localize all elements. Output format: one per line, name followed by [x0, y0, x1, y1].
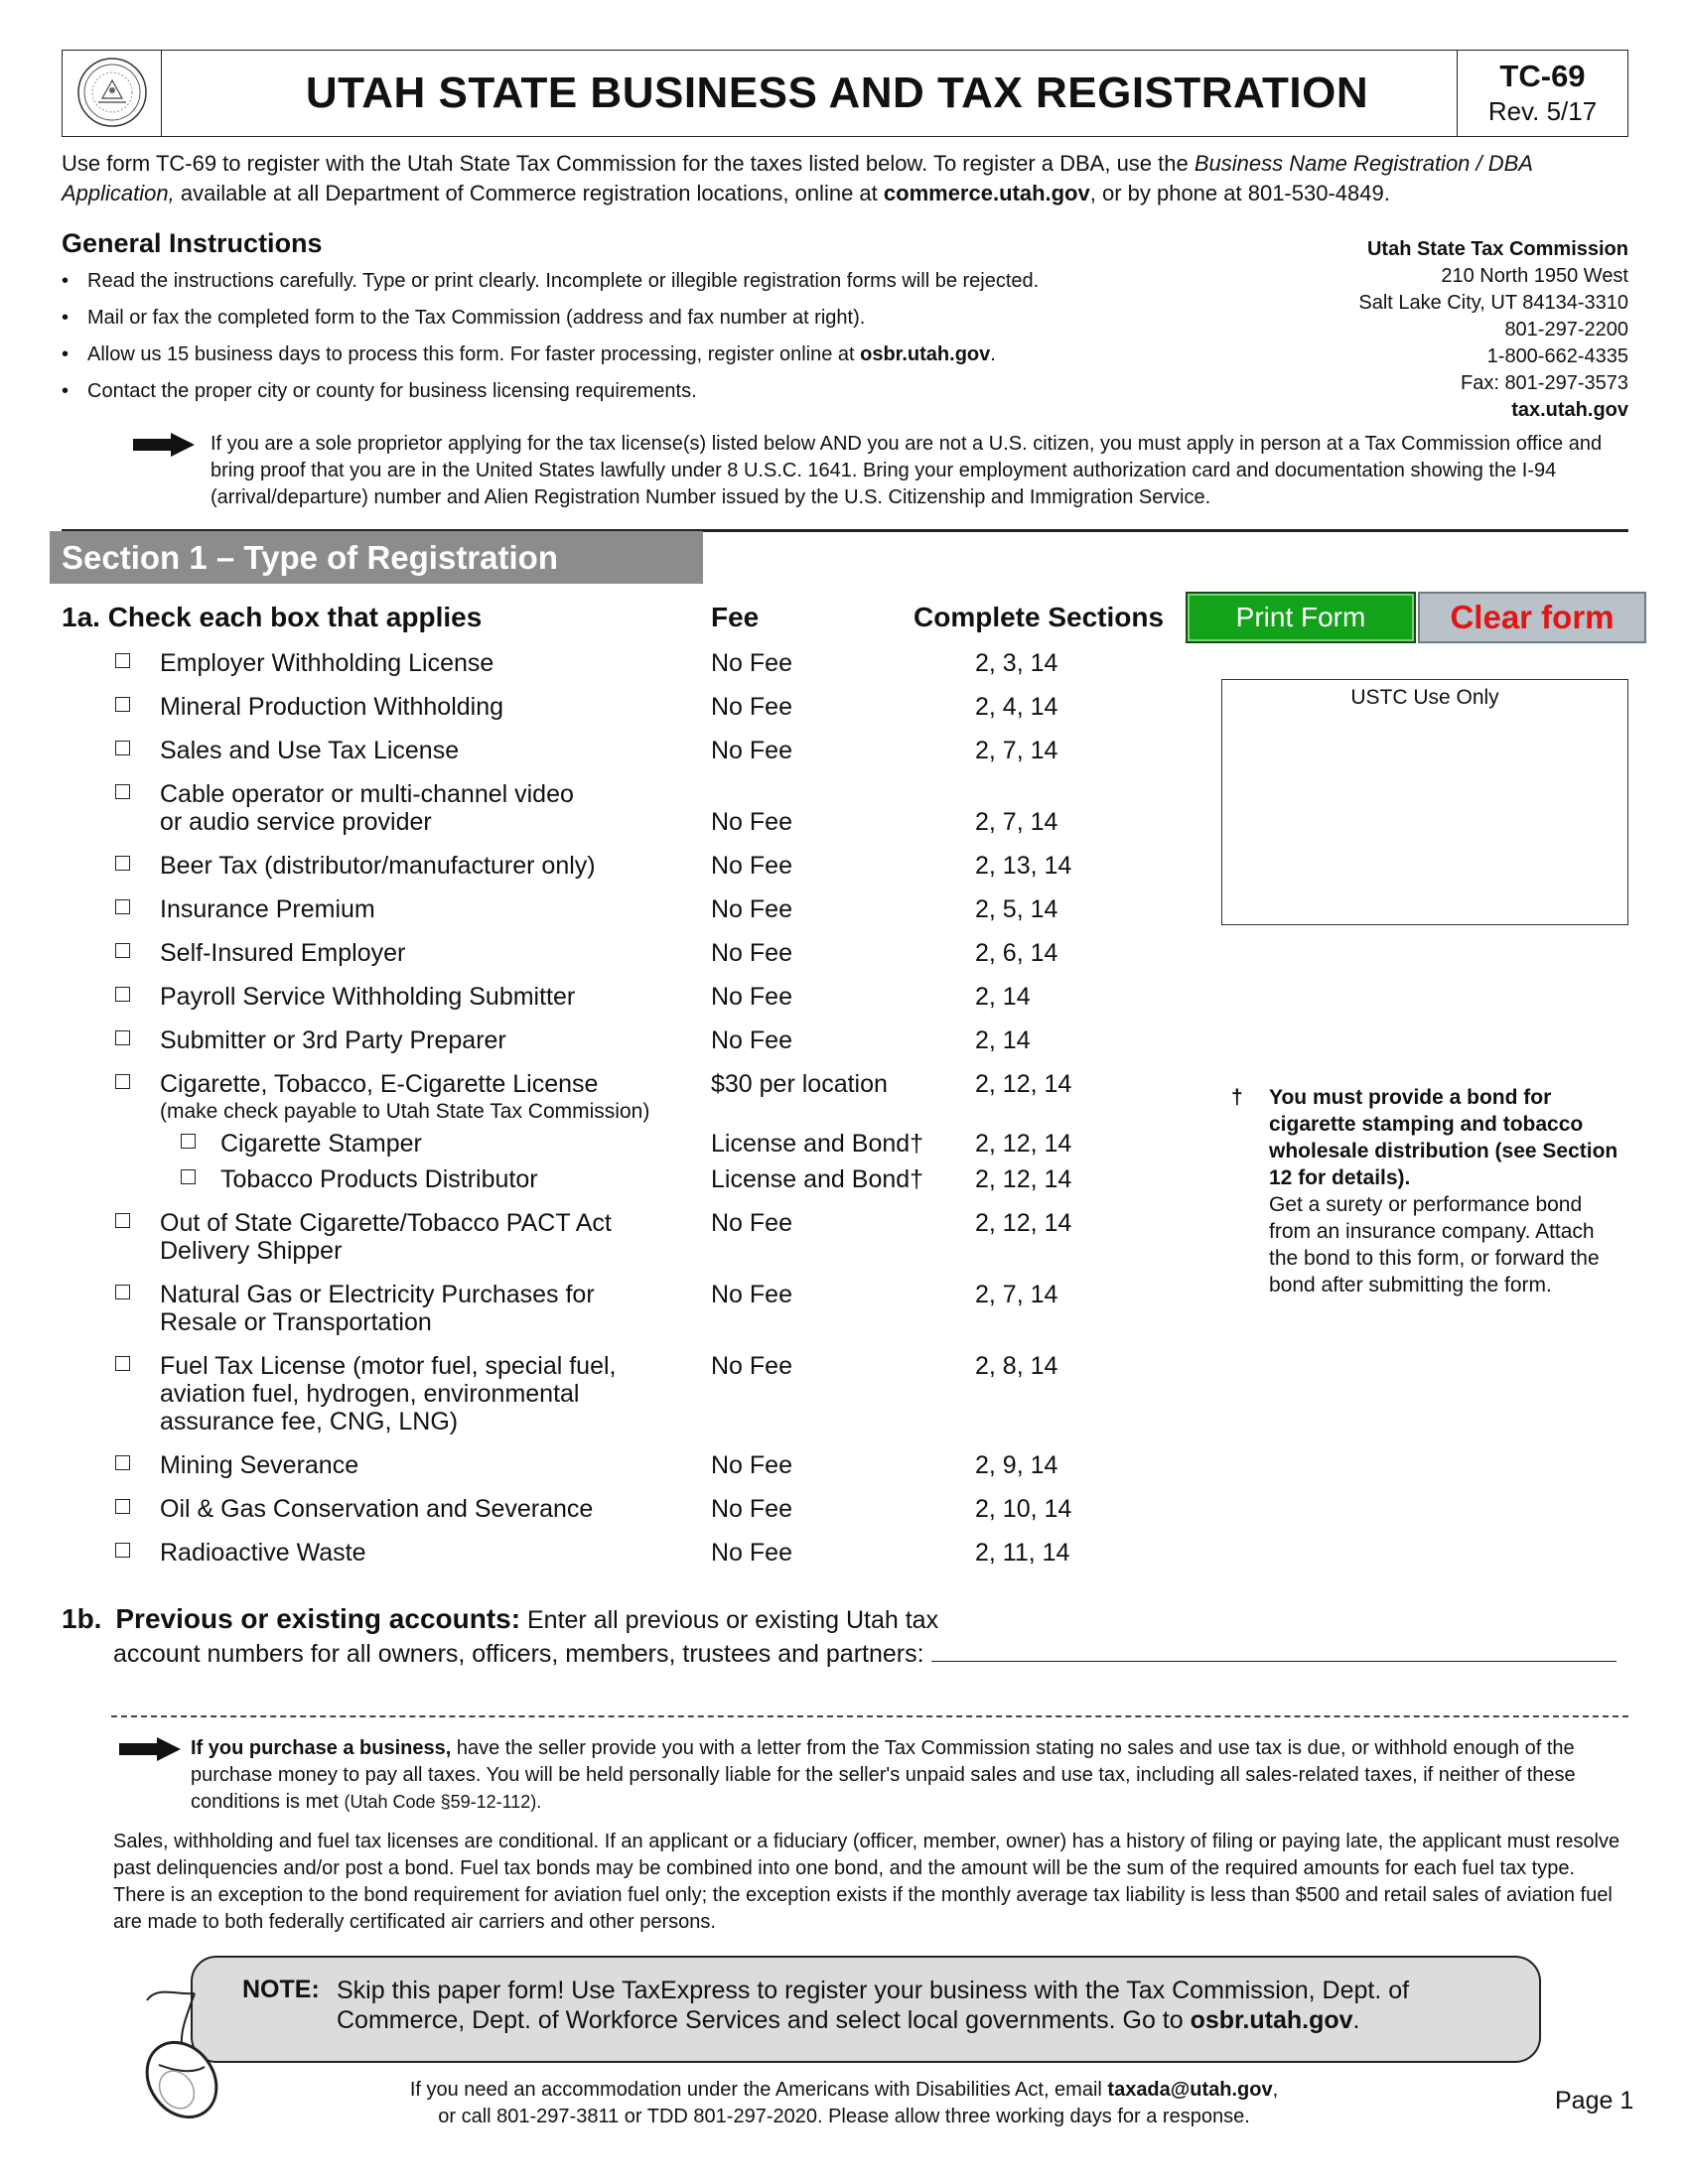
sections-column-header: Complete Sections [914, 602, 1165, 632]
state-seal [63, 51, 162, 136]
intro-paragraph: Use form TC-69 to register with the Utah State Tax Commission for the taxes listed below. To register a DBA, use the Business Name Registration / DBA Application, available at all Department of Commerce registration locations, online at commerce.utah.gov, or by phone at 801-530-4849. [62, 151, 1533, 205]
address-tollfree: 1-800-662-4335 [1486, 345, 1628, 367]
commerce-link[interactable]: commerce.utah.gov [883, 181, 1090, 205]
checkbox[interactable] [115, 1499, 130, 1514]
general-instructions-list [62, 268, 1253, 415]
question-1b-label: Previous or existing accounts: [115, 1603, 521, 1634]
dagger-mark: † [1231, 1086, 1243, 1109]
form-number-box [1457, 51, 1627, 136]
clear-form-button[interactable]: Clear form [1418, 592, 1646, 643]
checkbox[interactable] [115, 1030, 130, 1045]
form-number: TC-69 [1499, 59, 1586, 93]
ustc-use-only-box [1221, 679, 1628, 925]
bond-note [1231, 1084, 1628, 1298]
computer-mouse-icon [137, 1976, 286, 2124]
form-revision: Rev. 5/17 [1487, 96, 1598, 126]
form-header [62, 50, 1628, 137]
fee-column-header: Fee [711, 602, 760, 632]
address-fax: Fax: 801-297-3573 [1460, 372, 1628, 394]
list-item: • Read the instructions carefully. Type or print clearly. Incomplete or illegible registration forms will be rejected. [62, 268, 1253, 295]
address-name: Utah State Tax Commission [1366, 238, 1628, 260]
taxexpress-note [191, 1956, 1541, 2063]
section-1-heading: Section 1 – Type of Registration [50, 531, 703, 584]
checkbox[interactable] [115, 1213, 130, 1228]
checkbox[interactable] [115, 987, 130, 1002]
checkbox[interactable] [115, 784, 130, 799]
list-item: • Allow us 15 business days to process this form. For faster processing, register online at osbr.utah.gov. [62, 341, 1253, 368]
checkbox[interactable] [115, 1074, 130, 1089]
bond-note-bold: You must provide a bond for cigarette stamping and tobacco wholesale distribution (see Section 12 for details). [1269, 1086, 1618, 1189]
address-website[interactable]: tax.utah.gov [1511, 399, 1628, 421]
checkbox[interactable] [115, 697, 130, 712]
checkbox[interactable] [115, 1455, 130, 1470]
ada-accommodation-note: If you need an accommodation under the Americans with Disabilities Act, email taxada@utah.gov, or call 801-297-3811 or TDD 801-297-2020. Please allow three working days for a response. [409, 2079, 1279, 2127]
ustc-label: USTC Use Only [1350, 686, 1499, 709]
checkbox[interactable] [115, 856, 130, 871]
pointing-arrow-icon [119, 1737, 181, 1761]
checkbox[interactable] [115, 653, 130, 668]
address-phone: 801-297-2200 [1504, 319, 1628, 341]
checkbox[interactable] [181, 1134, 196, 1149]
question-1b-number: 1b. [62, 1603, 102, 1634]
ada-email-link[interactable]: taxada@utah.gov [1107, 2079, 1273, 2101]
question-1a-label: 1a. Check each box that applies [62, 602, 483, 632]
address-street: 210 North 1950 West [1441, 265, 1628, 287]
checkbox[interactable] [115, 1356, 130, 1371]
conditional-license-paragraph: Sales, withholding and fuel tax licenses are conditional. If an applicant or a fiduciary (officer, member, owner) has a history of filing or paying late, the applicant must resolve past delinquencies and/or post a bond. Fuel tax bonds may be combined into one bond, and the amount will be the sum of the required amounts for each fuel tax type. There is an exception to the bond requirement for aviation fuel only; the exception exists if the monthly average tax liability is less than $500 and retail sales of aviation fuel are made to both federally certificated air carriers and other persons. [113, 1831, 1620, 1933]
previous-accounts-field[interactable] [931, 1639, 1617, 1662]
seal-icon [63, 51, 162, 135]
note-text: Skip this paper form! Use TaxExpress to register your business with the Tax Commission, Dept. of Commerce, Dept. of Workforce Services and select local governments. Go to osbr.utah.gov. [337, 1977, 1410, 2034]
checkbox[interactable] [115, 1543, 130, 1558]
checkbox[interactable] [181, 1169, 196, 1184]
pointing-arrow-icon [133, 433, 195, 457]
checkbox[interactable] [115, 943, 130, 958]
osbr-link[interactable]: osbr.utah.gov [860, 343, 991, 365]
note-label: NOTE: [242, 1976, 320, 2003]
address-city: Salt Lake City, UT 84134-3310 [1358, 292, 1628, 314]
osbr-link[interactable]: osbr.utah.gov [1190, 2006, 1353, 2034]
print-form-button[interactable]: Print Form [1186, 592, 1416, 643]
tax-commission-address [1231, 236, 1628, 424]
list-item: • Mail or fax the completed form to the Tax Commission (address and fax number at right). [62, 305, 1253, 332]
checkbox[interactable] [115, 899, 130, 914]
purchase-business-note: If you purchase a business, have the seller provide you with a letter from the Tax Commission stating no sales and use tax is due, or withhold enough of the purchase money to pay all taxes. You will be held personally liable for the seller's unpaid sales and use tax, including all sales-related taxes, if neither of these conditions is met (Utah Code §59-12-112). [191, 1737, 1576, 1813]
page-number: Page 1 [1555, 2087, 1634, 2115]
form-title: UTAH STATE BUSINESS AND TAX REGISTRATION [305, 68, 1369, 117]
bond-note-text: Get a surety or performance bond from an insurance company. Attach the bond to this form, or forward the bond after submitting the form. [1269, 1193, 1600, 1297]
general-instructions-heading: General Instructions [62, 228, 323, 258]
sole-proprietor-note: If you are a sole proprietor applying for the tax license(s) listed below AND you are not a U.S. citizen, you must apply in person at a Tax Commission office and bring proof that you are in the United States lawfully under 8 U.S.C. 1641. Bring your employment authorization card and documentation showing the I-94 (arrival/departure) number and Alien Registration Number issued by the U.S. Citizenship and Immigration Service. [211, 433, 1603, 508]
question-1b: 1b. Previous or existing accounts: Enter all previous or existing Utah tax account numbers for all owners, officers, members, trustees and partners: [62, 1602, 1630, 1671]
checkbox[interactable] [115, 741, 130, 755]
dashed-divider [111, 1715, 1628, 1717]
list-item: • Contact the proper city or county for business licensing requirements. [62, 378, 1253, 405]
checkbox[interactable] [115, 1285, 130, 1299]
